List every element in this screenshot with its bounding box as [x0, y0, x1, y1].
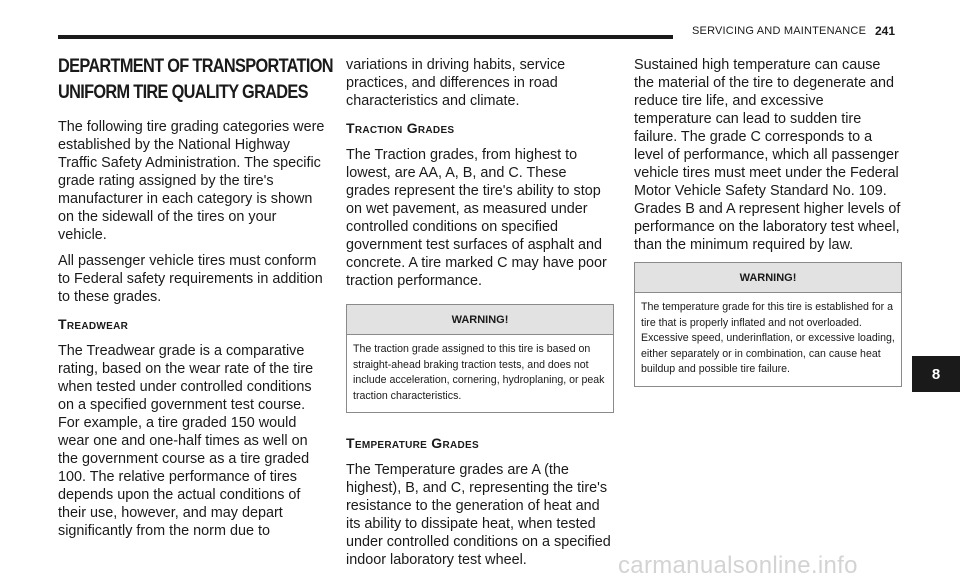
traction-warning-box	[346, 304, 614, 413]
traction-warning-title: WARNING!	[347, 305, 613, 335]
conformance-paragraph: All passenger vehicle tires must conform to Federal safety requirements in addition to these grades.	[58, 253, 323, 305]
column-right	[634, 56, 902, 387]
traction-heading: Traction Grades	[346, 120, 455, 136]
running-header-section: SERVICING AND MAINTENANCE	[692, 25, 867, 37]
intro-paragraph: The following tire grading categories were established by the National Highway Traffic Safety Administration. The specific grade rating assigned by the tire's manufacturer in each category is shown on the sidewall of the tires on your vehicle.	[58, 119, 325, 243]
main-title	[58, 54, 333, 106]
treadwear-heading: Treadwear	[58, 316, 129, 332]
column-middle	[346, 56, 614, 577]
temperature-paragraph: The Temperature grades are A (the highest), B, and C, representing the tire's resistance to the generation of heat and its ability to dissipate heat, when tested under controlled conditions on a specified indoor laboratory test wheel.	[346, 462, 611, 568]
temperature-heading: Temperature Grades	[346, 435, 479, 451]
header-rule	[58, 35, 673, 39]
column-left	[58, 54, 333, 548]
temperature-warning-box	[634, 262, 902, 387]
traction-paragraph: The Traction grades, from highest to lowest, are AA, A, B, and C. These grades represent the tire's ability to stop on wet pavement, as measured under controlled conditions on specified government test surfaces of asphalt and concrete. A tire marked C may have poor traction performance.	[346, 147, 607, 289]
temperature-warning-text: The temperature grade for this tire is established for a tire that is properly inflated and not overloaded. Excessive speed, underinflation, or excessive loading, either separately or in combination, can cause heat buildup and possible tire failure.	[641, 301, 895, 375]
traction-warning-text: The traction grade assigned to this tire is based on straight-ahead braking traction tests, and does not include acceleration, cornering, hydroplaning, or peak traction characteristics.	[353, 343, 605, 402]
temperature-continued-paragraph: Sustained high temperature can cause the material of the tire to degenerate and reduce tire life, and excessive temperature can lead to sudden tire failure. The grade C corresponds to a level of performance, which all passenger vehicle tires must meet under the Federal Motor Vehicle Safety Standard No. 109. Grades B and A represent higher levels of performance on the laboratory test wheel, than the minimum required by law.	[634, 57, 901, 253]
main-title-line2: UNIFORM TIRE QUALITY GRADES	[58, 82, 308, 103]
main-title-line1: DEPARTMENT OF TRANSPORTATION	[58, 56, 333, 77]
page-number: 241	[875, 24, 896, 38]
chapter-tab-marker: 8	[912, 356, 960, 392]
temperature-warning-title: WARNING!	[635, 263, 901, 293]
treadwear-paragraph: The Treadwear grade is a comparative rating, based on the wear rate of the tire when tested under controlled conditions on a specified government test course. For example, a tire graded 150 would wear one and one-half times as well on the government course as a tire graded 100. The relative performance of tires depends upon the actual conditions of their use, however, and may depart significantly from the norm due to	[58, 343, 314, 539]
watermark-text: carmanualsonline.info	[618, 552, 858, 579]
treadwear-continued-paragraph: variations in driving habits, service practices, and differences in road characteristics and climate.	[346, 57, 566, 109]
